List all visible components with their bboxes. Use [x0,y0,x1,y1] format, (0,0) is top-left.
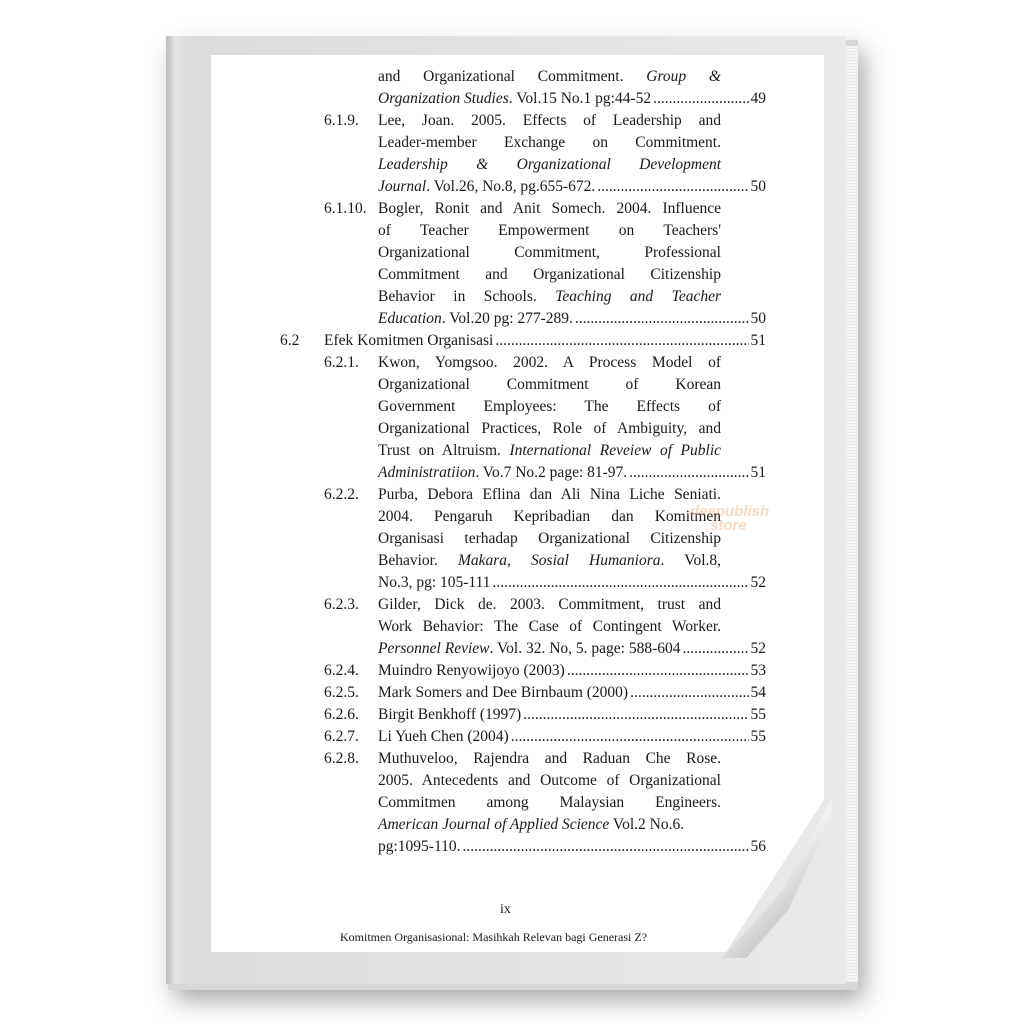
toc-line: Trust on Altruism. International Reveiew of Public [378,442,722,459]
footer-book-title: Komitmen Organisasional: Masihkah Relevan bagi Generasi Z? [340,930,648,944]
toc-entry-line: Mark Somers and Dee Birnbaum (2000) ..... 54 [378,682,766,704]
toc-line: Organisasi terhadap Organizational Citizenship [378,530,721,547]
page-number: 51 [750,464,766,481]
toc-number: 6.2.3. [324,596,359,613]
toc-entry-last-line: Personnel Review. Vol. 32. No, 5. page: 588-604 ..... 52 [378,638,766,660]
toc-line: Gilder, Dick de. 2003. Commitment, trust and [378,596,721,613]
watermark-logo: deepublish store [690,503,770,534]
page-number: 55 [750,706,766,723]
toc-line: Muthuveloo, Rajendra and Raduan Che Rose. [378,750,721,767]
toc-line: Leader-member Exchange on Commitment. [378,134,721,151]
toc-entry-last-line: pg:1095-110. ..... 56 [378,836,766,858]
toc-line: 2004. Pengaruh Kepribadian dan Komitmen [378,508,721,525]
toc-line: Behavior. Makara, Sosial Humaniora. Vol.8, [378,552,721,569]
toc-line: Commitment and Organizational Citizenship [378,266,721,283]
toc-line: Commitmen among Malaysian Engineers. [378,794,721,811]
page-number: 56 [750,838,766,855]
toc-entry-last-line: Education. Vol.20 pg: 277-289. ..... 50 [378,308,766,330]
toc-line: Organizational Commitment of Korean [378,376,721,393]
toc-line: Organizational Commitment, Professional [378,244,721,261]
toc-section-line: Efek Komitmen Organisasi ..... 51 [324,330,766,352]
toc-entry-last-line: No.3, pg: 105-111 ..... 52 [378,572,766,594]
toc-number: 6.2.8. [324,750,359,767]
toc-line: 2005. Antecedents and Outcome of Organizational [378,772,721,789]
toc-number: 6.2.2. [324,486,359,503]
page-number: 52 [750,640,766,657]
toc-entry-last-line: Journal. Vol.26, No.8, pg.655-672. ..... 50 [378,176,766,198]
toc-section-number: 6.2 [280,332,300,349]
toc-number: 6.1.10. [324,200,367,217]
toc-line: Organizational Practices, Role of Ambiguity, and [378,420,721,437]
page-number: 53 [750,662,766,679]
toc-line: Government Employees: The Effects of [378,398,721,415]
toc-line: Lee, Joan. 2005. Effects of Leadership and [378,112,721,129]
page-number: 55 [750,728,766,745]
toc-line: American Journal of Applied Science Vol.2 No.6. [378,816,685,833]
toc-number: 6.2.5. [324,684,359,701]
toc-entry-line: Muindro Renyowijoyo (2003) ..... 53 [378,660,766,682]
toc-number: 6.2.7. [324,728,359,745]
toc-entry-last-line: Organization Studies. Vol.15 No.1 pg:44-52 ..... 49 [378,88,766,110]
page-number: 51 [750,332,766,349]
page-number: 54 [750,684,766,701]
toc-number: 6.2.6. [324,706,359,723]
toc-line: Behavior in Schools. Teaching and Teacher [378,288,721,305]
toc-line: of Teacher Empowerment on Teachers' [378,222,721,239]
toc-number: 6.1.9. [324,112,359,129]
toc-line: Leadership & Organizational Development [378,156,721,173]
toc-line: and Organizational Commitment. Group & [378,68,721,85]
page-number: 52 [750,574,766,591]
toc-entry-last-line: Administratiion. Vo.7 No.2 page: 81-97. ..... 51 [378,462,766,484]
toc-line: Bogler, Ronit and Anit Somech. 2004. Influence [378,200,721,217]
toc-entry-line: Birgit Benkhoff (1997) ..... 55 [378,704,766,726]
toc-line: Kwon, Yomgsoo. 2002. A Process Model of [378,354,721,371]
toc-number: 6.2.4. [324,662,359,679]
page-number: 50 [750,178,766,195]
page-number: 50 [750,310,766,327]
page-number: 49 [750,90,766,107]
toc-number: 6.2.1. [324,354,359,371]
toc-entry-line: Li Yueh Chen (2004) ..... 55 [378,726,766,748]
toc-line: Purba, Debora Eflina dan Ali Nina Liche Seniati. [378,486,721,503]
toc-line: Work Behavior: The Case of Contingent Worker. [378,618,721,635]
footer-page-number: ix [500,902,511,917]
